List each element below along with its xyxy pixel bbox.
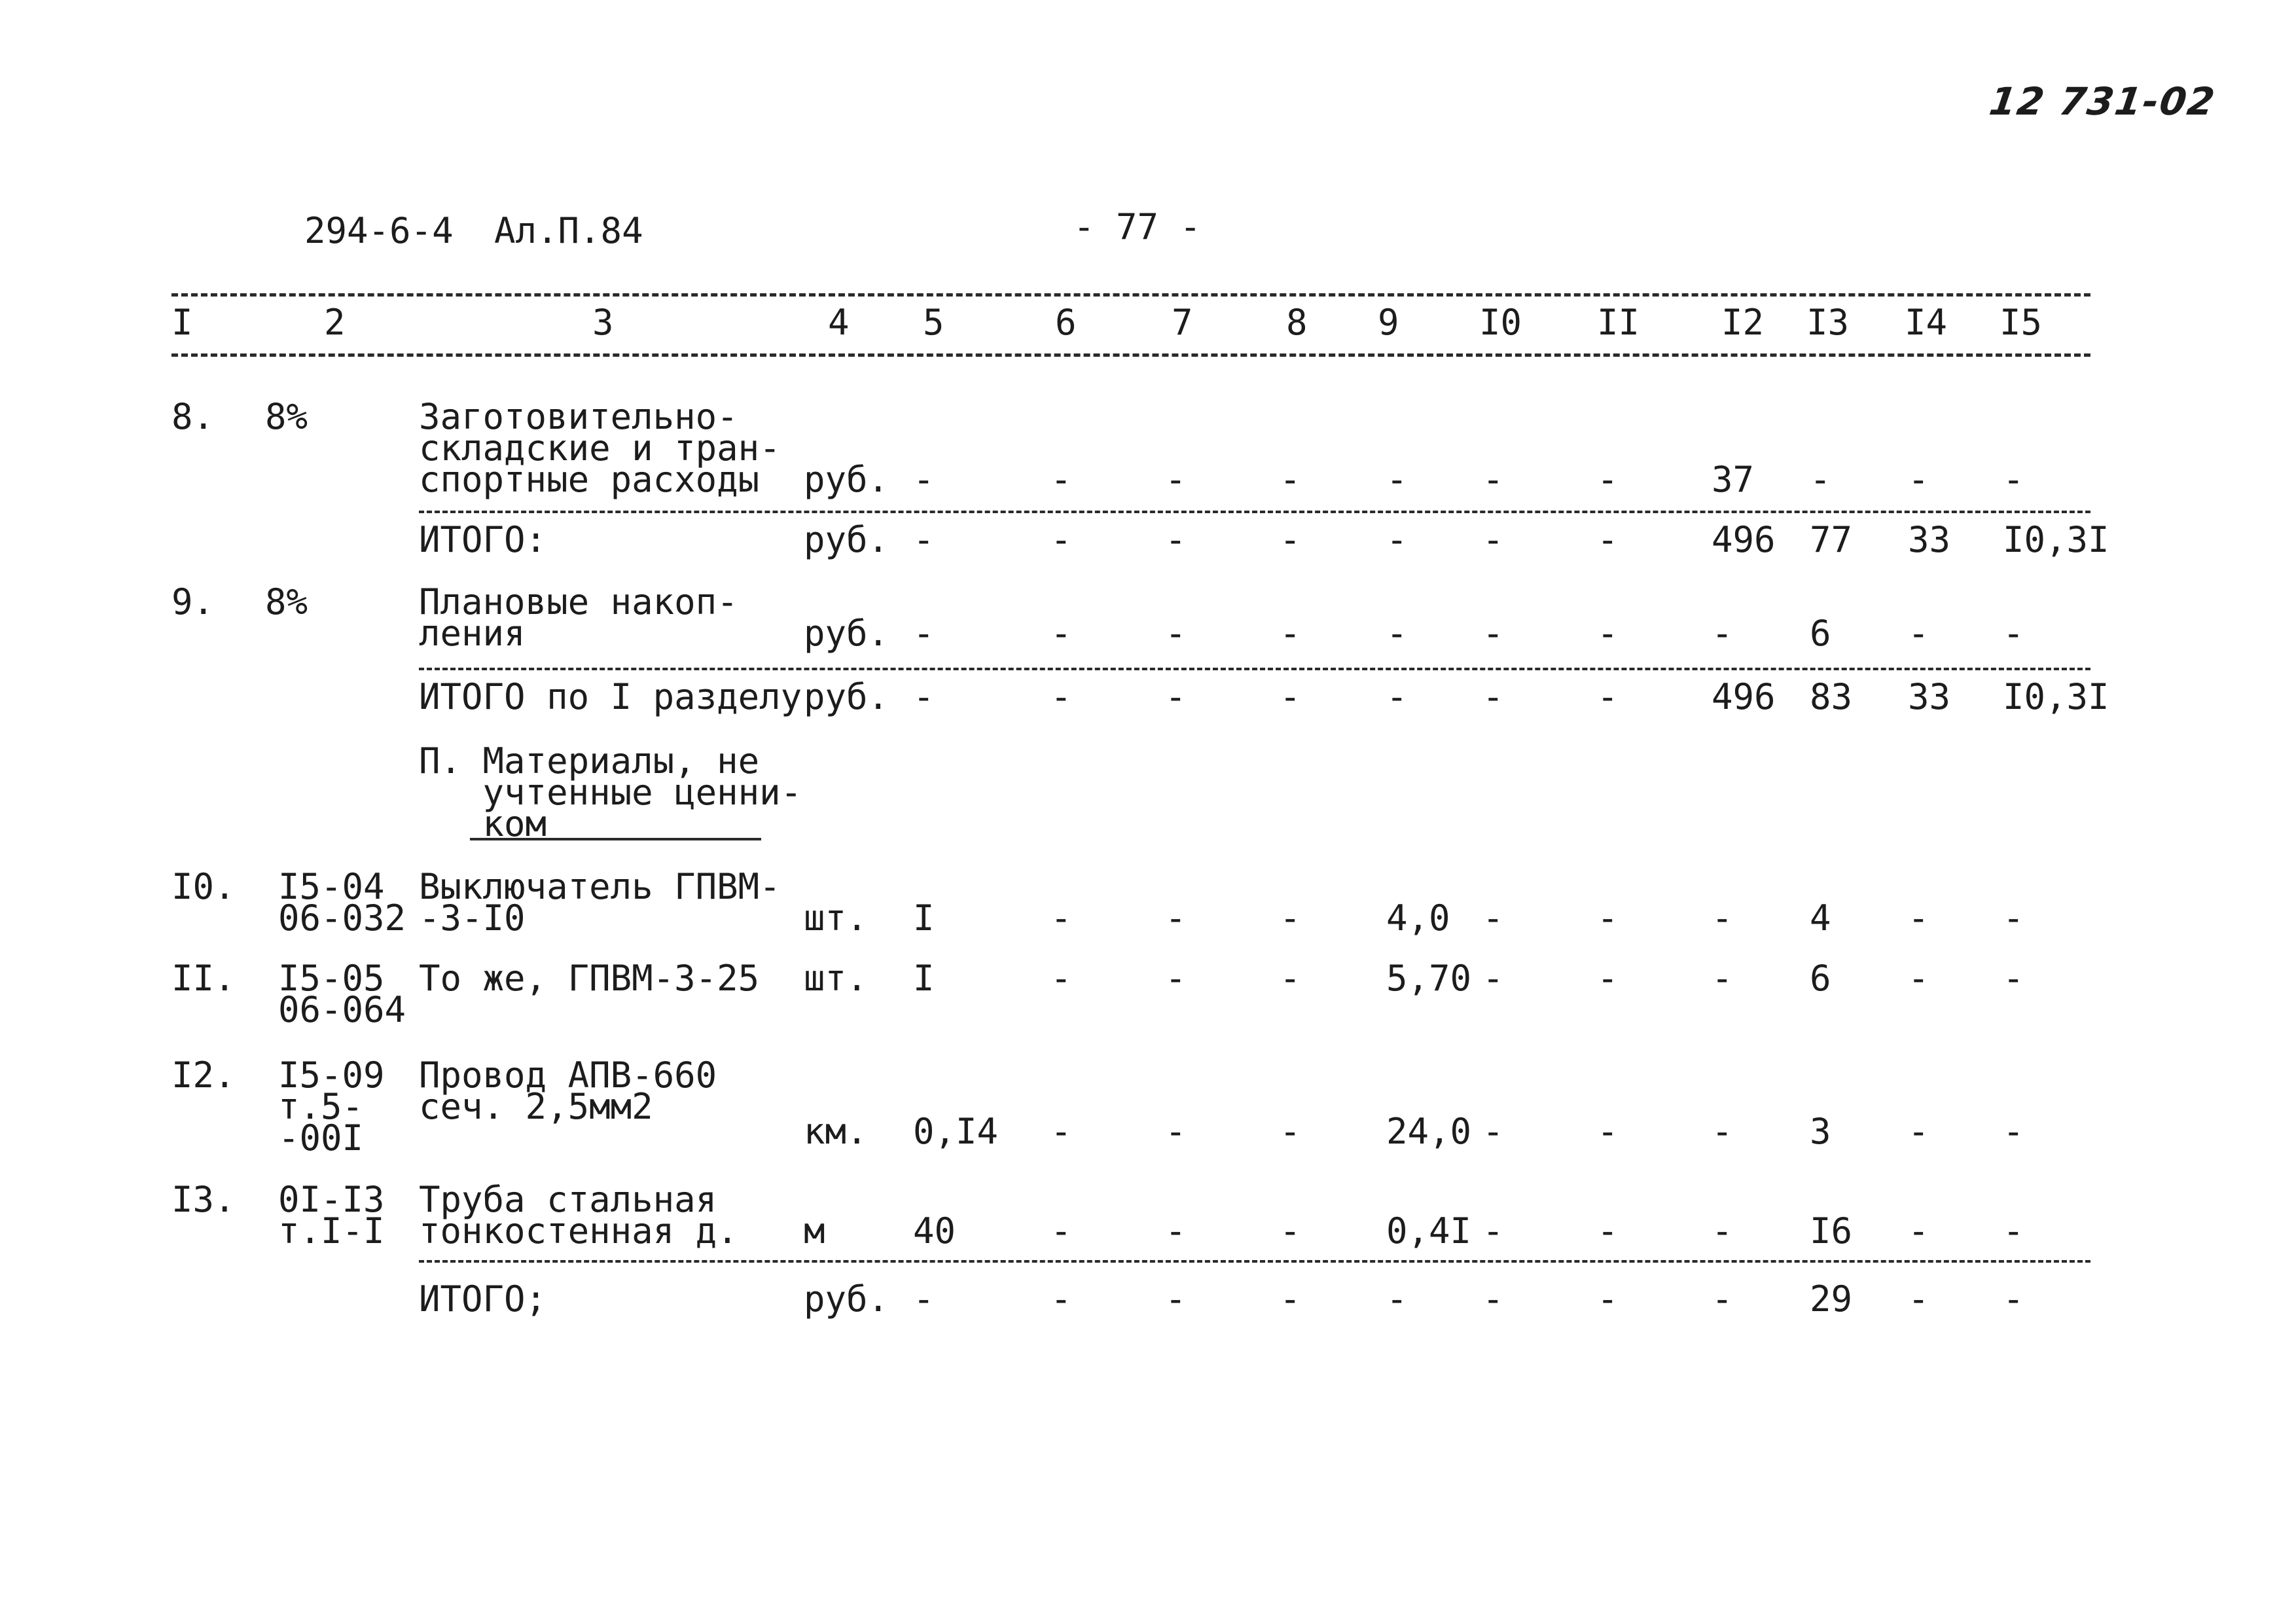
cell-c8: - bbox=[1280, 897, 1301, 939]
cell-c9: 4,0 bbox=[1386, 897, 1450, 939]
cell-c12: - bbox=[1712, 897, 1733, 939]
cell-c8: - bbox=[1280, 676, 1301, 717]
column-number-14: I4 bbox=[1905, 302, 1948, 343]
row-name-line: -3-I0 bbox=[419, 897, 526, 939]
cell-c8: - bbox=[1280, 958, 1301, 999]
cell-c9: - bbox=[1386, 459, 1408, 500]
row-name-line: ИТОГО: bbox=[419, 519, 547, 560]
cell-c10: - bbox=[1482, 1111, 1504, 1152]
row-number: 9. bbox=[171, 581, 215, 623]
cell-c14: - bbox=[1908, 958, 1929, 999]
cell-unit: руб. bbox=[804, 519, 889, 560]
cell-c15: - bbox=[2003, 897, 2024, 939]
column-number-4: 4 bbox=[828, 302, 850, 343]
cell-c7: - bbox=[1165, 613, 1187, 654]
column-number-12: I2 bbox=[1721, 302, 1765, 343]
cell-c13: 77 bbox=[1810, 519, 1853, 560]
cell-c13: 3 bbox=[1810, 1111, 1831, 1152]
handwritten-doc-number: 12 731-02 bbox=[1986, 79, 2219, 124]
cell-c8: - bbox=[1280, 459, 1301, 500]
row-name-line: То же, ГПВМ-3-25 bbox=[419, 958, 760, 999]
cell-unit: км. bbox=[804, 1111, 868, 1152]
cell-c11: - bbox=[1597, 519, 1619, 560]
cell-c8: - bbox=[1280, 1210, 1301, 1252]
cell-c14: 33 bbox=[1908, 676, 1951, 717]
cell-c8: - bbox=[1280, 1278, 1301, 1320]
cell-c12: 496 bbox=[1712, 519, 1776, 560]
row-number: I0. bbox=[171, 866, 236, 907]
page-number: - 77 - bbox=[1073, 206, 1202, 247]
cell-c11: - bbox=[1597, 1111, 1619, 1152]
cell-unit: м bbox=[804, 1210, 825, 1252]
row-name-line: Провод АПВ-660 bbox=[419, 1055, 717, 1096]
cell-c11: - bbox=[1597, 958, 1619, 999]
cell-c13: 6 bbox=[1810, 958, 1831, 999]
section-2-heading-line: ком bbox=[419, 803, 547, 844]
cell-c10: - bbox=[1482, 519, 1504, 560]
cell-unit: шт. bbox=[804, 958, 868, 999]
row-name-line: Заготовительно- bbox=[419, 396, 738, 437]
cell-c8: - bbox=[1280, 519, 1301, 560]
cell-c15: I0,3I bbox=[2003, 519, 2109, 560]
row-code-line: I5-09 bbox=[278, 1055, 385, 1096]
column-number-11: II bbox=[1597, 302, 1640, 343]
cell-c13: I6 bbox=[1810, 1210, 1853, 1252]
cell-c10: - bbox=[1482, 897, 1504, 939]
cell-c12: - bbox=[1712, 1210, 1733, 1252]
cell-c12: - bbox=[1712, 1111, 1733, 1152]
cell-c14: - bbox=[1908, 897, 1929, 939]
cell-c14: - bbox=[1908, 459, 1929, 500]
row-percent: 8% bbox=[265, 581, 308, 623]
cell-c13: 29 bbox=[1810, 1278, 1853, 1320]
cell-c12: - bbox=[1712, 613, 1733, 654]
cell-c6: - bbox=[1050, 519, 1072, 560]
column-number-8: 8 bbox=[1286, 302, 1308, 343]
cell-c5: - bbox=[913, 613, 935, 654]
cell-c7: - bbox=[1165, 958, 1187, 999]
cell-c11: - bbox=[1597, 459, 1619, 500]
row-code-line: -00I bbox=[278, 1117, 364, 1159]
row-separator-rule bbox=[419, 1260, 2090, 1263]
cell-c5: - bbox=[913, 459, 935, 500]
cell-c14: 33 bbox=[1908, 519, 1951, 560]
column-number-5: 5 bbox=[923, 302, 944, 343]
row-number: II. bbox=[171, 958, 236, 999]
cell-c7: - bbox=[1165, 897, 1187, 939]
cell-c15: - bbox=[2003, 613, 2024, 654]
cell-c9: - bbox=[1386, 676, 1408, 717]
cell-c7: - bbox=[1165, 1278, 1187, 1320]
row-code-line: I5-04 bbox=[278, 866, 385, 907]
cell-c6: - bbox=[1050, 613, 1072, 654]
cell-c11: - bbox=[1597, 1278, 1619, 1320]
cell-c14: - bbox=[1908, 1111, 1929, 1152]
row-code-line: 0I-I3 bbox=[278, 1179, 385, 1220]
row-name-line: ления bbox=[419, 613, 526, 654]
section-2-heading-line: учтенные ценни- bbox=[419, 772, 802, 813]
header-bottom-rule bbox=[171, 353, 2090, 357]
column-number-2: 2 bbox=[324, 302, 346, 343]
cell-c10: - bbox=[1482, 958, 1504, 999]
cell-unit: шт. bbox=[804, 897, 868, 939]
row-name-line: спортные расходы bbox=[419, 459, 760, 500]
column-number-6: 6 bbox=[1055, 302, 1077, 343]
cell-c15: - bbox=[2003, 1111, 2024, 1152]
cell-c5: I bbox=[913, 897, 935, 939]
cell-unit: руб. bbox=[804, 613, 889, 654]
cell-c5: - bbox=[913, 676, 935, 717]
row-name-line: ИТОГО по I разделу bbox=[419, 676, 802, 717]
section-2-heading-line: П. Материалы, не bbox=[419, 740, 760, 782]
cell-c7: - bbox=[1165, 519, 1187, 560]
row-separator-rule bbox=[419, 668, 2090, 670]
cell-c5: I bbox=[913, 958, 935, 999]
row-name-line: Труба стальная bbox=[419, 1179, 717, 1220]
row-number: I2. bbox=[171, 1055, 236, 1096]
cell-c10: - bbox=[1482, 1210, 1504, 1252]
cell-c12: 496 bbox=[1712, 676, 1776, 717]
cell-c9: - bbox=[1386, 613, 1408, 654]
cell-c11: - bbox=[1597, 676, 1619, 717]
cell-c6: - bbox=[1050, 1111, 1072, 1152]
cell-c14: - bbox=[1908, 1210, 1929, 1252]
cell-c5: 40 bbox=[913, 1210, 956, 1252]
cell-c11: - bbox=[1597, 613, 1619, 654]
cell-c11: - bbox=[1597, 897, 1619, 939]
album-number: Ал.П.84 bbox=[494, 210, 643, 251]
column-number-7: 7 bbox=[1172, 302, 1193, 343]
row-code-line: 06-064 bbox=[278, 989, 406, 1030]
cell-c6: - bbox=[1050, 459, 1072, 500]
row-code-line: т.I-I bbox=[278, 1210, 385, 1252]
cell-c15: - bbox=[2003, 459, 2024, 500]
row-number: I3. bbox=[171, 1179, 236, 1220]
cell-unit: руб. bbox=[804, 459, 889, 500]
cell-c5: - bbox=[913, 1278, 935, 1320]
row-code-line: 06-032 bbox=[278, 897, 406, 939]
row-code-line: т.5- bbox=[278, 1086, 364, 1127]
cell-c13: - bbox=[1810, 459, 1831, 500]
cell-c6: - bbox=[1050, 958, 1072, 999]
row-code-line: I5-05 bbox=[278, 958, 385, 999]
cell-c15: - bbox=[2003, 1210, 2024, 1252]
cell-unit: руб. bbox=[804, 1278, 889, 1320]
cell-c7: - bbox=[1165, 459, 1187, 500]
cell-c15: - bbox=[2003, 958, 2024, 999]
cell-c12: - bbox=[1712, 958, 1733, 999]
row-name-line: тонкостенная д. bbox=[419, 1210, 738, 1252]
cell-c15: - bbox=[2003, 1278, 2024, 1320]
row-separator-rule bbox=[419, 511, 2090, 513]
column-number-10: I0 bbox=[1479, 302, 1522, 343]
table-top-rule bbox=[171, 293, 2090, 297]
cell-c9: 0,4I bbox=[1386, 1210, 1472, 1252]
column-number-15: I5 bbox=[2000, 302, 2043, 343]
cell-c13: 83 bbox=[1810, 676, 1853, 717]
cell-c7: - bbox=[1165, 1111, 1187, 1152]
row-name-line: сеч. 2,5мм2 bbox=[419, 1086, 653, 1127]
cell-c8: - bbox=[1280, 1111, 1301, 1152]
column-number-1: I bbox=[171, 302, 193, 343]
cell-c5: - bbox=[913, 519, 935, 560]
cell-c11: - bbox=[1597, 1210, 1619, 1252]
cell-c12: - bbox=[1712, 1278, 1733, 1320]
cell-c9: - bbox=[1386, 1278, 1408, 1320]
cell-c13: 4 bbox=[1810, 897, 1831, 939]
cell-c8: - bbox=[1280, 613, 1301, 654]
cell-c9: 24,0 bbox=[1386, 1111, 1472, 1152]
column-number-3: 3 bbox=[592, 302, 614, 343]
cell-c10: - bbox=[1482, 1278, 1504, 1320]
row-number: 8. bbox=[171, 396, 215, 437]
cell-c9: 5,70 bbox=[1386, 958, 1472, 999]
cell-c15: I0,3I bbox=[2003, 676, 2109, 717]
row-percent: 8% bbox=[265, 396, 308, 437]
cell-c6: - bbox=[1050, 676, 1072, 717]
column-number-9: 9 bbox=[1378, 302, 1399, 343]
cell-c10: - bbox=[1482, 613, 1504, 654]
cell-c6: - bbox=[1050, 1210, 1072, 1252]
cell-unit: руб. bbox=[804, 676, 889, 717]
cell-c12: 37 bbox=[1712, 459, 1755, 500]
row-name-line: Плановые накоп- bbox=[419, 581, 738, 623]
cell-c5: 0,I4 bbox=[913, 1111, 999, 1152]
cell-c14: - bbox=[1908, 1278, 1929, 1320]
cell-c10: - bbox=[1482, 459, 1504, 500]
cell-c10: - bbox=[1482, 676, 1504, 717]
column-number-13: I3 bbox=[1806, 302, 1850, 343]
row-name-line: ИТОГО; bbox=[419, 1278, 547, 1320]
doc-code: 294-6-4 bbox=[304, 210, 454, 251]
cell-c7: - bbox=[1165, 676, 1187, 717]
cell-c7: - bbox=[1165, 1210, 1187, 1252]
cell-c6: - bbox=[1050, 897, 1072, 939]
section-2-underline bbox=[470, 838, 761, 840]
cell-c14: - bbox=[1908, 613, 1929, 654]
cell-c13: 6 bbox=[1810, 613, 1831, 654]
row-name-line: складские и тран- bbox=[419, 427, 781, 469]
row-name-line: Выключатель ГПВМ- bbox=[419, 866, 781, 907]
cell-c6: - bbox=[1050, 1278, 1072, 1320]
cell-c9: - bbox=[1386, 519, 1408, 560]
